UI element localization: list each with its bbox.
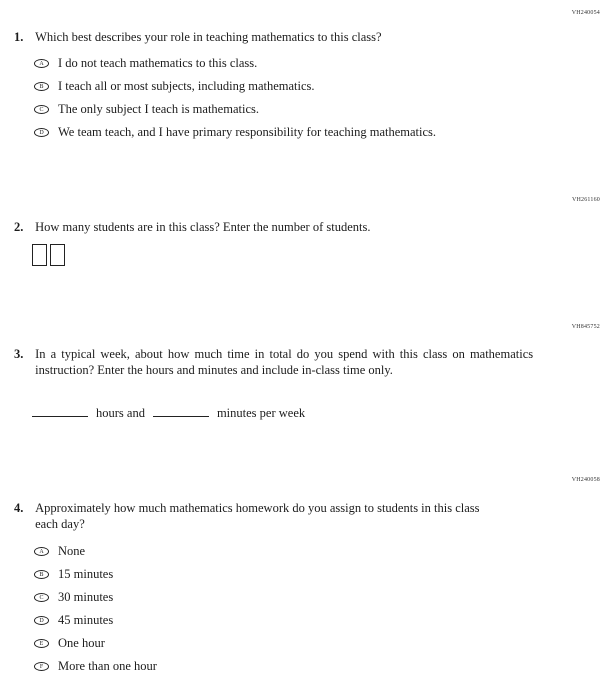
option-label: More than one hour: [58, 659, 157, 673]
question-2: [14, 220, 370, 236]
students-digit-box[interactable]: [50, 244, 65, 266]
question-3-number: 3.: [14, 347, 24, 361]
hours-blank[interactable]: [32, 404, 88, 417]
option-label: We team teach, and I have primary responsibility for teaching mathematics.: [58, 125, 437, 139]
question-3-code: VH845752: [571, 324, 600, 330]
question-4-text: Approximately how much mathematics homework do you assign to students in this class each day?: [35, 501, 480, 531]
answer-option: [34, 563, 157, 586]
answer-bubble[interactable]: F: [34, 662, 49, 671]
answer-bubble[interactable]: C: [34, 105, 49, 114]
answer-option: [34, 121, 436, 144]
answer-bubble[interactable]: C: [34, 593, 49, 602]
time-fill-line: [32, 404, 305, 421]
answer-option: [34, 98, 436, 121]
option-label: I do not teach mathematics to this class.: [58, 56, 258, 70]
answer-bubble[interactable]: B: [34, 82, 49, 91]
option-label: 30 minutes: [58, 590, 114, 604]
option-label: 45 minutes: [58, 613, 114, 627]
answer-option: [34, 609, 157, 632]
question-4-options: [34, 540, 157, 678]
question-3-text: In a typical week, about how much time in total do you spend with this class on mathematics instruction? Enter the hours and minutes and include in-class time only.: [35, 347, 534, 377]
question-2-number: 2.: [14, 220, 24, 234]
option-label: 15 minutes: [58, 567, 114, 581]
option-label: I teach all or most subjects, including mathematics.: [58, 79, 315, 93]
question-2-code: VH261160: [571, 197, 600, 203]
students-count-entry: [32, 244, 65, 266]
question-4-code: VH240058: [571, 477, 600, 483]
question-3: [14, 347, 533, 378]
question-1-code: VH240054: [571, 10, 600, 16]
answer-option: [34, 52, 436, 75]
answer-option: [34, 540, 157, 563]
minutes-label: minutes per week: [216, 406, 306, 420]
minutes-blank[interactable]: [153, 404, 209, 417]
option-label: The only subject I teach is mathematics.: [58, 102, 259, 116]
question-4-number: 4.: [14, 501, 24, 515]
option-label: One hour: [58, 636, 105, 650]
answer-bubble[interactable]: A: [34, 59, 49, 68]
question-1-number: 1.: [14, 30, 24, 44]
question-4: [14, 501, 505, 532]
answer-bubble[interactable]: B: [34, 570, 49, 579]
option-label: None: [58, 544, 86, 558]
answer-bubble[interactable]: D: [34, 128, 49, 137]
answer-option: [34, 632, 157, 655]
answer-option: [34, 586, 157, 609]
students-digit-box[interactable]: [32, 244, 47, 266]
hours-label: hours and: [96, 406, 145, 420]
question-1-options: [34, 52, 436, 144]
answer-option: [34, 655, 157, 678]
answer-bubble[interactable]: D: [34, 616, 49, 625]
answer-option: [34, 75, 436, 98]
question-2-text: How many students are in this class? Enter the number of students.: [35, 220, 371, 234]
answer-bubble[interactable]: E: [34, 639, 49, 648]
question-1: [14, 30, 382, 46]
question-1-text: Which best describes your role in teaching mathematics to this class?: [35, 30, 382, 44]
answer-bubble[interactable]: A: [34, 547, 49, 556]
